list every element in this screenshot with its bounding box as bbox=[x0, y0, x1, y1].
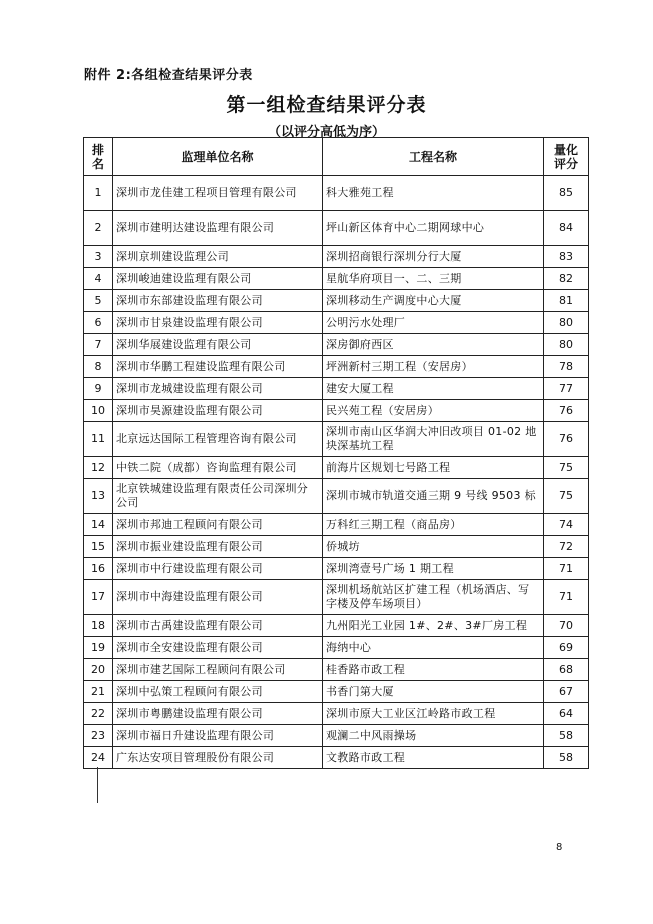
org-cell: 深圳市龙佳建工程项目管理有限公司 bbox=[113, 176, 323, 211]
score-cell: 68 bbox=[544, 659, 589, 681]
project-cell: 建安大厦工程 bbox=[323, 378, 544, 400]
table-row bbox=[84, 479, 589, 514]
rank-cell: 12 bbox=[84, 457, 113, 479]
project-cell: 深圳市城市轨道交通三期 9 号线 9503 标 bbox=[323, 479, 544, 514]
score-cell: 76 bbox=[544, 400, 589, 422]
table-row bbox=[84, 536, 589, 558]
score-cell: 83 bbox=[544, 246, 589, 268]
score-cell: 81 bbox=[544, 290, 589, 312]
score-cell: 71 bbox=[544, 580, 589, 615]
rank-cell: 9 bbox=[84, 378, 113, 400]
project-cell: 桂香路市政工程 bbox=[323, 659, 544, 681]
project-cell: 侨城坊 bbox=[323, 536, 544, 558]
project-cell: 深房御府西区 bbox=[323, 334, 544, 356]
org-cell: 深圳市昊源建设监理有限公司 bbox=[113, 400, 323, 422]
score-cell: 75 bbox=[544, 479, 589, 514]
project-cell: 深圳湾壹号广场 1 期工程 bbox=[323, 558, 544, 580]
project-cell: 深圳招商银行深圳分行大厦 bbox=[323, 246, 544, 268]
project-cell: 深圳市南山区华润大冲旧改项目 01-02 地块深基坑工程 bbox=[323, 422, 544, 457]
score-cell: 67 bbox=[544, 681, 589, 703]
org-cell: 中铁二院（成都）咨询监理有限公司 bbox=[113, 457, 323, 479]
score-cell: 58 bbox=[544, 747, 589, 769]
score-cell: 77 bbox=[544, 378, 589, 400]
project-cell: 星航华府项目一、二、三期 bbox=[323, 268, 544, 290]
table-row bbox=[84, 681, 589, 703]
score-table bbox=[83, 137, 589, 769]
score-cell: 85 bbox=[544, 176, 589, 211]
score-cell: 84 bbox=[544, 211, 589, 246]
table-row bbox=[84, 457, 589, 479]
project-cell: 九州阳光工业园 1#、2#、3#厂房工程 bbox=[323, 615, 544, 637]
score-cell: 76 bbox=[544, 422, 589, 457]
project-cell: 民兴苑工程（安居房） bbox=[323, 400, 544, 422]
rank-cell: 5 bbox=[84, 290, 113, 312]
margin-line bbox=[97, 767, 98, 803]
org-cell: 北京远达国际工程管理咨询有限公司 bbox=[113, 422, 323, 457]
score-cell: 75 bbox=[544, 457, 589, 479]
project-cell: 观澜二中风雨操场 bbox=[323, 725, 544, 747]
score-cell: 72 bbox=[544, 536, 589, 558]
rank-cell: 11 bbox=[84, 422, 113, 457]
table-row bbox=[84, 176, 589, 211]
project-cell: 坪山新区体育中心二期网球中心 bbox=[323, 211, 544, 246]
score-cell: 64 bbox=[544, 703, 589, 725]
org-cell: 深圳市全安建设监理有限公司 bbox=[113, 637, 323, 659]
table-row bbox=[84, 580, 589, 615]
rank-cell: 23 bbox=[84, 725, 113, 747]
score-cell: 80 bbox=[544, 334, 589, 356]
table-row bbox=[84, 211, 589, 246]
score-cell: 58 bbox=[544, 725, 589, 747]
score-cell: 74 bbox=[544, 514, 589, 536]
org-cell: 深圳市振业建设监理有限公司 bbox=[113, 536, 323, 558]
org-cell: 深圳京圳建设监理公司 bbox=[113, 246, 323, 268]
table-row bbox=[84, 637, 589, 659]
org-cell: 深圳市龙城建设监理有限公司 bbox=[113, 378, 323, 400]
org-cell: 深圳峻迪建设监理有限公司 bbox=[113, 268, 323, 290]
org-cell: 深圳市建明达建设监理有限公司 bbox=[113, 211, 323, 246]
page-subtitle: （以评分高低为序） bbox=[267, 125, 385, 140]
org-cell: 深圳市粤鹏建设监理有限公司 bbox=[113, 703, 323, 725]
org-cell: 北京铁城建设监理有限责任公司深圳分公司 bbox=[113, 479, 323, 514]
header-score-line1: 量化 bbox=[553, 142, 578, 157]
rank-cell: 22 bbox=[84, 703, 113, 725]
org-cell: 深圳市东部建设监理有限公司 bbox=[113, 290, 323, 312]
project-cell: 深圳市原大工业区江岭路市政工程 bbox=[323, 703, 544, 725]
rank-cell: 17 bbox=[84, 580, 113, 615]
org-cell: 深圳市古禹建设监理有限公司 bbox=[113, 615, 323, 637]
table-row bbox=[84, 246, 589, 268]
page-number: 8 bbox=[556, 842, 563, 853]
org-cell: 深圳市甘泉建设监理有限公司 bbox=[113, 312, 323, 334]
header-score-line2: 评分 bbox=[553, 156, 578, 171]
org-cell: 深圳市中海建设监理有限公司 bbox=[113, 580, 323, 615]
rank-cell: 14 bbox=[84, 514, 113, 536]
rank-cell: 1 bbox=[84, 176, 113, 211]
project-cell: 深圳移动生产调度中心大厦 bbox=[323, 290, 544, 312]
table-row bbox=[84, 334, 589, 356]
rank-cell: 6 bbox=[84, 312, 113, 334]
org-cell: 深圳市邦迪工程顾问有限公司 bbox=[113, 514, 323, 536]
score-cell: 71 bbox=[544, 558, 589, 580]
table-row bbox=[84, 558, 589, 580]
page-title: 第一组检查结果评分表 bbox=[226, 94, 427, 116]
project-cell: 前海片区规划七号路工程 bbox=[323, 457, 544, 479]
score-cell: 78 bbox=[544, 356, 589, 378]
score-cell: 82 bbox=[544, 268, 589, 290]
org-cell: 深圳市中行建设监理有限公司 bbox=[113, 558, 323, 580]
header-org: 监理单位名称 bbox=[113, 138, 323, 176]
table-row bbox=[84, 290, 589, 312]
rank-cell: 21 bbox=[84, 681, 113, 703]
table-row bbox=[84, 615, 589, 637]
header-score bbox=[544, 138, 589, 176]
rank-cell: 24 bbox=[84, 747, 113, 769]
table-row bbox=[84, 400, 589, 422]
project-cell: 文教路市政工程 bbox=[323, 747, 544, 769]
project-cell: 深圳机场航站区扩建工程（机场酒店、写字楼及停车场项目） bbox=[323, 580, 544, 615]
rank-cell: 2 bbox=[84, 211, 113, 246]
org-cell: 深圳市福日升建设监理有限公司 bbox=[113, 725, 323, 747]
header-rank: 排名 bbox=[84, 138, 113, 176]
project-cell: 万科红三期工程（商品房） bbox=[323, 514, 544, 536]
score-cell: 70 bbox=[544, 615, 589, 637]
rank-cell: 19 bbox=[84, 637, 113, 659]
rank-cell: 18 bbox=[84, 615, 113, 637]
rank-cell: 20 bbox=[84, 659, 113, 681]
score-cell: 69 bbox=[544, 637, 589, 659]
org-cell: 深圳市建艺国际工程顾问有限公司 bbox=[113, 659, 323, 681]
project-cell: 海纳中心 bbox=[323, 637, 544, 659]
project-cell: 科大雅苑工程 bbox=[323, 176, 544, 211]
table-row bbox=[84, 659, 589, 681]
org-cell: 深圳华展建设监理有限公司 bbox=[113, 334, 323, 356]
table-header-row bbox=[84, 138, 589, 176]
org-cell: 广东达安项目管理股份有限公司 bbox=[113, 747, 323, 769]
org-cell: 深圳市华鹏工程建设监理有限公司 bbox=[113, 356, 323, 378]
rank-cell: 10 bbox=[84, 400, 113, 422]
table-row bbox=[84, 356, 589, 378]
table-row bbox=[84, 378, 589, 400]
score-cell: 80 bbox=[544, 312, 589, 334]
table-body bbox=[84, 176, 589, 769]
table-row bbox=[84, 725, 589, 747]
table-row bbox=[84, 422, 589, 457]
rank-cell: 15 bbox=[84, 536, 113, 558]
rank-cell: 3 bbox=[84, 246, 113, 268]
table-row bbox=[84, 747, 589, 769]
table-row bbox=[84, 268, 589, 290]
rank-cell: 16 bbox=[84, 558, 113, 580]
project-cell: 书香门第大厦 bbox=[323, 681, 544, 703]
rank-cell: 8 bbox=[84, 356, 113, 378]
rank-cell: 7 bbox=[84, 334, 113, 356]
org-cell: 深圳中弘策工程顾问有限公司 bbox=[113, 681, 323, 703]
project-cell: 坪洲新村三期工程（安居房） bbox=[323, 356, 544, 378]
table-row bbox=[84, 312, 589, 334]
annex-label: 附件 2:各组检查结果评分表 bbox=[84, 68, 253, 83]
rank-cell: 13 bbox=[84, 479, 113, 514]
table-row bbox=[84, 703, 589, 725]
header-project: 工程名称 bbox=[323, 138, 544, 176]
rank-cell: 4 bbox=[84, 268, 113, 290]
project-cell: 公明污水处理厂 bbox=[323, 312, 544, 334]
table-row bbox=[84, 514, 589, 536]
